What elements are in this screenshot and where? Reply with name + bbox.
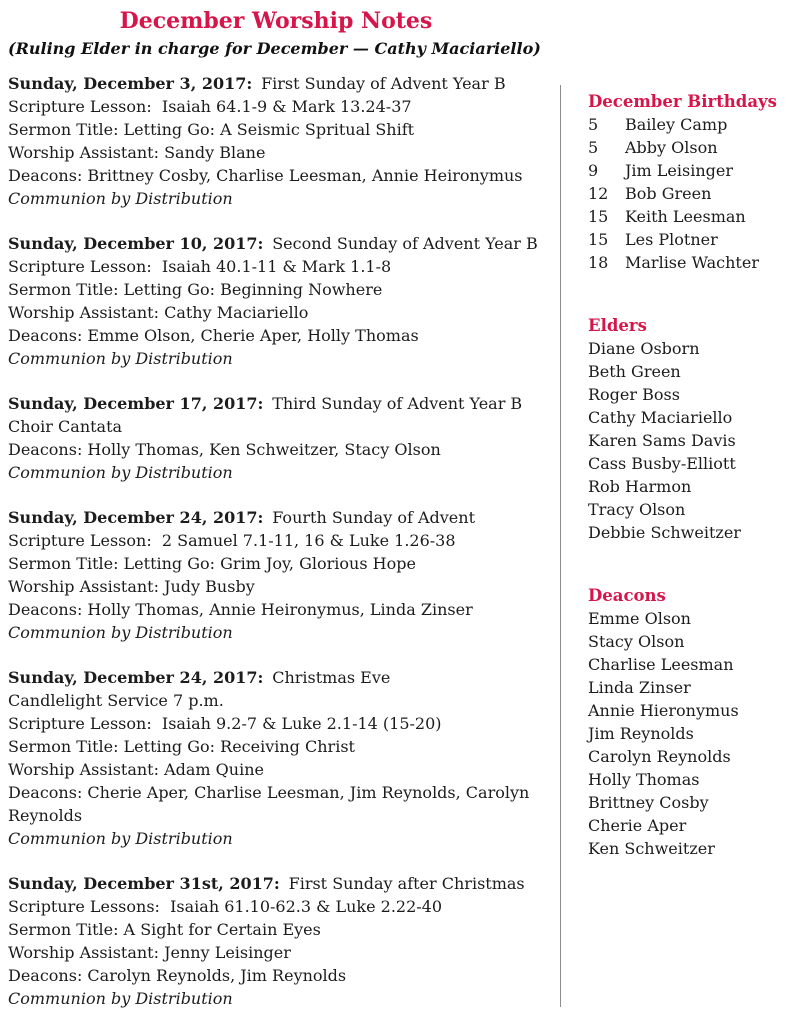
communion-note: Communion by Distribution: [8, 463, 233, 482]
worship-assistant: Worship Assistant: Jenny Leisinger: [8, 943, 291, 962]
service-occasion: First Sunday after Christmas: [288, 874, 525, 893]
deacons-list: Deacons: Holly Thomas, Ken Schweitzer, Stacy Olson: [8, 440, 441, 459]
sidebar-column: [588, 72, 800, 1032]
deacons-section: [588, 584, 800, 860]
service-occasion: Third Sunday of Advent Year B: [272, 394, 523, 413]
birthday-row: [588, 136, 800, 159]
elder-name: Cass Busby-Elliott: [588, 454, 736, 473]
elder-name: Roger Boss: [588, 385, 680, 404]
communion-note: Communion by Distribution: [8, 989, 233, 1008]
birthday-name: Bob Green: [625, 184, 712, 203]
elder-name: Diane Osborn: [588, 339, 700, 358]
deacons-list: Deacons: Emme Olson, Cherie Aper, Holly Thomas: [8, 326, 419, 345]
birthday-row: [588, 182, 800, 205]
service-date-line: [8, 666, 552, 689]
birthday-row: [588, 251, 800, 274]
service-date-line: [8, 506, 552, 529]
elder-name: Beth Green: [588, 362, 681, 381]
communion-note: Communion by Distribution: [8, 349, 233, 368]
service-entry-dec-17: [8, 392, 552, 484]
elder-name: Rob Harmon: [588, 477, 692, 496]
birthday-name: Marlise Wachter: [625, 253, 759, 272]
deacon-name: Cherie Aper: [588, 816, 687, 835]
services-column: [8, 72, 552, 1032]
birthday-row: [588, 205, 800, 228]
service-date-line: [8, 72, 552, 95]
service-entry-dec-24-christmas-eve: [8, 666, 552, 850]
deacon-name: Annie Hieronymus: [588, 701, 739, 720]
birthday-name: Les Plotner: [625, 230, 718, 249]
sermon-title: Sermon Title: Letting Go: Beginning Nowhere: [8, 280, 383, 299]
page-title: December Worship Notes: [119, 8, 433, 34]
birthday-day: 18: [588, 253, 609, 272]
column-divider: [560, 85, 561, 1007]
scripture-lesson: Scripture Lesson: Isaiah 64.1-9 & Mark 13.24-37: [8, 97, 412, 116]
deacons-list: Deacons: Cherie Aper, Charlise Leesman, Jim Reynolds, Carolyn Reynolds: [8, 783, 535, 825]
page-header: [0, 0, 800, 60]
sermon-title: Sermon Title: Letting Go: Receiving Christ: [8, 737, 355, 756]
birthday-day: 15: [588, 230, 609, 249]
service-date: Sunday, December 31st, 2017:: [8, 874, 280, 893]
scripture-lesson: Scripture Lessons: Isaiah 61.10-62.3 & Luke 2.22-40: [8, 897, 443, 916]
worship-assistant: Worship Assistant: Adam Quine: [8, 760, 264, 779]
birthday-name: Keith Leesman: [625, 207, 746, 226]
service-date-line: [8, 392, 552, 415]
service-date-line: [8, 232, 552, 255]
elder-name: Cathy Maciariello: [588, 408, 733, 427]
birthdays-section: [588, 90, 800, 274]
service-date: Sunday, December 24, 2017:: [8, 668, 264, 687]
service-entry-dec-31: [8, 872, 552, 1010]
service-occasion: Fourth Sunday of Advent: [272, 508, 475, 527]
birthday-day: 5: [588, 138, 599, 157]
worship-assistant: Worship Assistant: Sandy Blane: [8, 143, 266, 162]
birthday-row: [588, 113, 800, 136]
birthday-name: Bailey Camp: [625, 115, 728, 134]
service-entry-dec-3: [8, 72, 552, 210]
communion-note: Communion by Distribution: [8, 189, 233, 208]
scripture-lesson: Scripture Lesson: 2 Samuel 7.1-11, 16 & Luke 1.26-38: [8, 531, 456, 550]
birthday-name: Jim Leisinger: [625, 161, 733, 180]
sermon-title: Sermon Title: Letting Go: A Seismic Spritual Shift: [8, 120, 415, 139]
service-entry-dec-10: [8, 232, 552, 370]
deacon-name: Jim Reynolds: [588, 724, 694, 743]
birthday-row: [588, 159, 800, 182]
page-subtitle: (Ruling Elder in charge for December — Cathy Maciariello): [8, 39, 541, 58]
sermon-title: Sermon Title: A Sight for Certain Eyes: [8, 920, 321, 939]
elders-heading: Elders: [588, 316, 647, 335]
service-date: Sunday, December 3, 2017:: [8, 74, 253, 93]
service-occasion: First Sunday of Advent Year B: [261, 74, 506, 93]
elder-name: Debbie Schweitzer: [588, 523, 741, 542]
birthday-day: 12: [588, 184, 609, 203]
deacon-name: Charlise Leesman: [588, 655, 734, 674]
candlelight-service-note: Candlelight Service 7 p.m.: [8, 691, 224, 710]
birthday-day: 5: [588, 115, 599, 134]
deacon-name: Stacy Olson: [588, 632, 685, 651]
birthday-day: 15: [588, 207, 609, 226]
service-entry-dec-24-morning: [8, 506, 552, 644]
deacon-name: Linda Zinser: [588, 678, 691, 697]
birthdays-heading: December Birthdays: [588, 92, 777, 111]
deacon-name: Brittney Cosby: [588, 793, 709, 812]
elders-section: [588, 314, 800, 544]
service-date: Sunday, December 17, 2017:: [8, 394, 264, 413]
choir-cantata-note: Choir Cantata: [8, 417, 123, 436]
service-occasion: Christmas Eve: [272, 668, 391, 687]
deacons-heading: Deacons: [588, 586, 666, 605]
elder-name: Karen Sams Davis: [588, 431, 736, 450]
communion-note: Communion by Distribution: [8, 623, 233, 642]
service-date: Sunday, December 10, 2017:: [8, 234, 264, 253]
deacon-name: Carolyn Reynolds: [588, 747, 731, 766]
service-date-line: [8, 872, 552, 895]
scripture-lesson: Scripture Lesson: Isaiah 40.1-11 & Mark 1.1-8: [8, 257, 392, 276]
deacons-list: Deacons: Carolyn Reynolds, Jim Reynolds: [8, 966, 347, 985]
birthday-day: 9: [588, 161, 599, 180]
deacon-name: Emme Olson: [588, 609, 691, 628]
worship-assistant: Worship Assistant: Judy Busby: [8, 577, 255, 596]
content-columns: [0, 72, 800, 1032]
birthday-row: [588, 228, 800, 251]
service-date: Sunday, December 24, 2017:: [8, 508, 264, 527]
elder-name: Tracy Olson: [588, 500, 686, 519]
service-occasion: Second Sunday of Advent Year B: [272, 234, 538, 253]
communion-note: Communion by Distribution: [8, 829, 233, 848]
birthday-name: Abby Olson: [625, 138, 718, 157]
deacon-name: Holly Thomas: [588, 770, 700, 789]
deacons-list: Deacons: Brittney Cosby, Charlise Leesman, Annie Heironymus: [8, 166, 523, 185]
deacons-list: Deacons: Holly Thomas, Annie Heironymus, Linda Zinser: [8, 600, 473, 619]
deacon-name: Ken Schweitzer: [588, 839, 715, 858]
scripture-lesson: Scripture Lesson: Isaiah 9.2-7 & Luke 2.1-14 (15-20): [8, 714, 442, 733]
sermon-title: Sermon Title: Letting Go: Grim Joy, Glorious Hope: [8, 554, 416, 573]
worship-assistant: Worship Assistant: Cathy Maciariello: [8, 303, 309, 322]
